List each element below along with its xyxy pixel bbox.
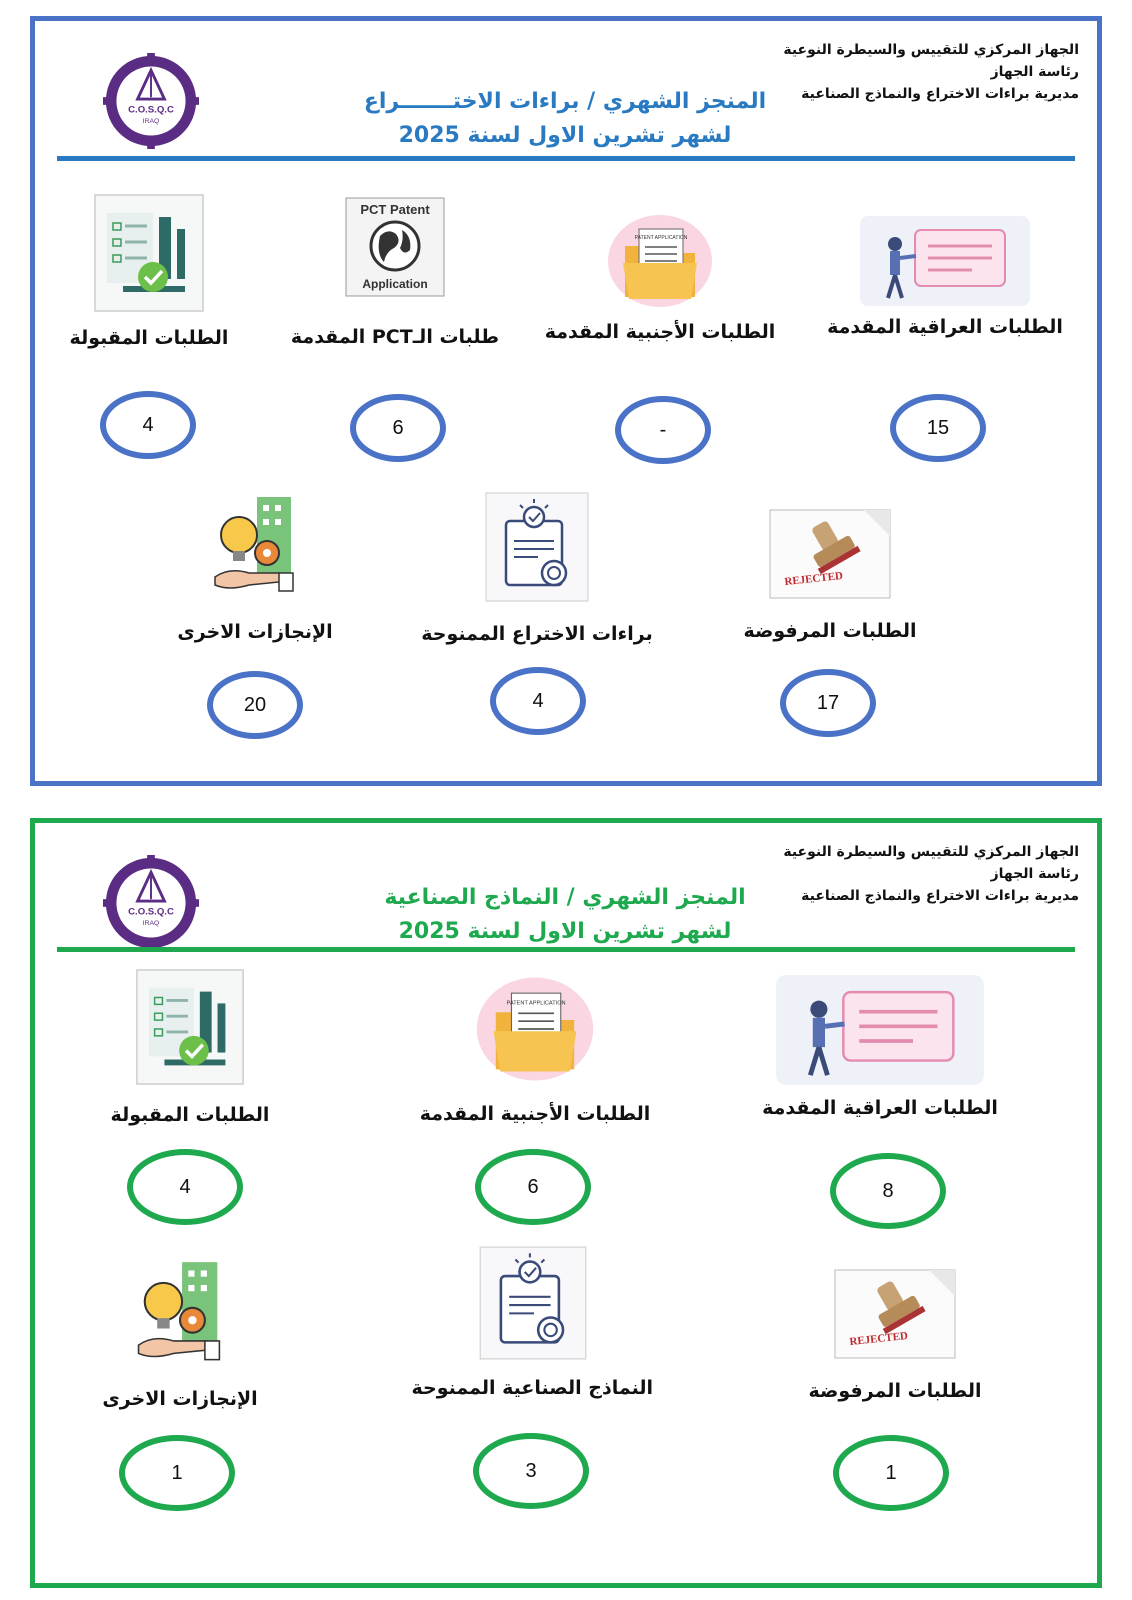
accepted-applications-count: 4: [100, 391, 196, 459]
iraqi-applications-count: 15: [890, 394, 986, 462]
organization-header: [783, 841, 1079, 907]
panel-subtitle: لشهر تشرين الاول لسنة 2025: [398, 919, 732, 944]
item-label: الإنجازات الاخرى: [102, 1388, 258, 1410]
org-line-2: رئاسة الجهاز: [990, 866, 1079, 882]
granted-designs-count: 3: [473, 1433, 589, 1509]
innovation-hand-icon: [127, 1258, 233, 1370]
rejected-stamp-icon: [821, 1268, 969, 1360]
granted-patents-item: [417, 491, 657, 645]
item-label: الإنجازات الاخرى: [177, 621, 333, 643]
org-line-3: مديرية براءات الاختراع والنماذج الصناعية: [801, 86, 1079, 102]
item-label: الطلبات المقبولة: [69, 327, 229, 349]
person-pushing-document-icon: [860, 216, 1030, 306]
patent-application-text: PATENT APPLICATION: [634, 235, 688, 241]
pct-patent-globe-icon: [344, 196, 446, 306]
org-line-1: الجهاز المركزي للتقييس والسيطرة النوعية: [783, 844, 1079, 860]
organization-header: [783, 39, 1079, 105]
logo-text: C.O.S.Q.C: [128, 104, 174, 116]
granted-designs-item: [413, 1245, 653, 1399]
industrial-designs-panel: [30, 818, 1102, 1588]
innovation-hand-icon: [209, 493, 301, 601]
org-line-3: مديرية براءات الاختراع والنماذج الصناعية: [801, 888, 1079, 904]
rejected-applications-count: 1: [833, 1435, 949, 1511]
item-label: الطلبات الأجنبية المقدمة: [419, 1103, 651, 1125]
rejected-stamp-icon: [768, 508, 892, 600]
pct-title-text: PCT Patent: [360, 202, 430, 217]
iraqi-applications-item: [760, 975, 1000, 1119]
logo-subtext: IRAQ: [142, 920, 160, 928]
foreign-applications-item: [540, 211, 780, 343]
granted-certificate-icon: [463, 1245, 603, 1361]
title-divider: [57, 947, 1075, 952]
foreign-applications-count: -: [615, 396, 711, 464]
logo-subtext: IRAQ: [142, 118, 160, 126]
accepted-applications-item: [29, 193, 269, 349]
cosqc-logo: [103, 855, 199, 951]
rejected-text: REJECTED: [783, 569, 844, 589]
other-achievements-item: [135, 493, 375, 643]
cosqc-logo: [103, 53, 199, 149]
pct-applications-count: 6: [350, 394, 446, 462]
foreign-applications-item: [415, 973, 655, 1125]
accepted-checklist-icon: [126, 968, 254, 1086]
item-label: الطلبات العراقية المقدمة: [762, 1097, 998, 1119]
other-achievements-item: [60, 1258, 300, 1410]
rejected-applications-item: [710, 508, 950, 642]
panel-subtitle: لشهر تشرين الاول لسنة 2025: [398, 123, 732, 148]
accepted-checklist-icon: [93, 193, 205, 313]
item-label: الطلبات العراقية المقدمة: [827, 316, 1063, 338]
pct-applications-item: [275, 196, 515, 348]
patent-application-folder-icon: [605, 211, 715, 311]
patents-panel: [30, 16, 1102, 786]
org-line-2: رئاسة الجهاز: [990, 64, 1079, 80]
foreign-applications-count: 6: [475, 1149, 591, 1225]
item-label: الطلبات المقبولة: [110, 1104, 270, 1126]
org-line-1: الجهاز المركزي للتقييس والسيطرة النوعية: [783, 42, 1079, 58]
patent-application-text: PATENT APPLICATION: [506, 1000, 566, 1007]
granted-certificate-icon: [484, 491, 590, 603]
item-label: النماذج الصناعية الممنوحة: [411, 1377, 653, 1399]
rejected-applications-item: [775, 1268, 1015, 1402]
iraqi-applications-item: [825, 216, 1065, 338]
panel-title: المنجز الشهري / النماذج الصناعية: [384, 885, 746, 910]
accepted-applications-count: 4: [127, 1149, 243, 1225]
title-divider: [57, 156, 1075, 161]
item-label: الطلبات المرفوضة: [743, 620, 917, 642]
item-label: طلبات الـPCT المقدمة: [290, 326, 500, 348]
panel-title: المنجز الشهري / براءات الاختـــــــراع: [363, 89, 767, 114]
other-achievements-count: 20: [207, 671, 303, 739]
other-achievements-count: 1: [119, 1435, 235, 1511]
iraqi-applications-count: 8: [830, 1153, 946, 1229]
pct-subtitle-text: Application: [362, 277, 428, 291]
rejected-applications-count: 17: [780, 669, 876, 737]
accepted-applications-item: [70, 968, 310, 1126]
item-label: براءات الاختراع الممنوحة: [421, 623, 653, 645]
granted-patents-count: 4: [490, 667, 586, 735]
person-pushing-document-icon: [775, 975, 985, 1085]
rejected-text: REJECTED: [848, 1329, 909, 1349]
item-label: الطلبات الأجنبية المقدمة: [544, 321, 776, 343]
item-label: الطلبات المرفوضة: [808, 1380, 982, 1402]
patent-application-folder-icon: [468, 973, 602, 1085]
logo-text: C.O.S.Q.C: [128, 906, 174, 918]
